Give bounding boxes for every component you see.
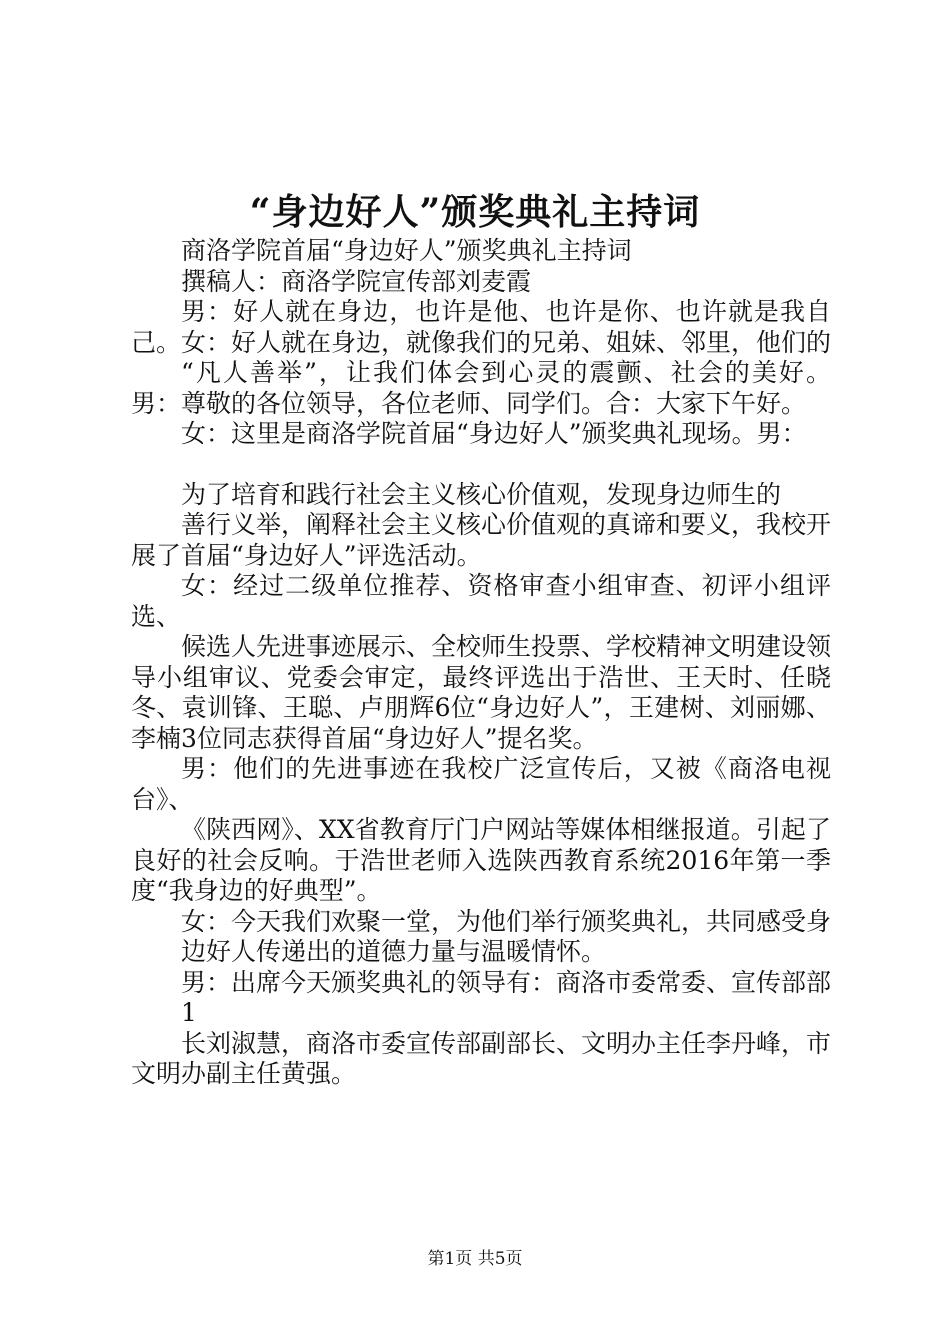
paragraph: 女：经过二级单位推荐、资格审查小组审查、初评小组评选、 bbox=[131, 571, 831, 631]
paragraph: 善行义举，阐释社会主义核心价值观的真谛和要义，我校开展了首届“身边好人”评选活动。 bbox=[131, 510, 832, 570]
spacer bbox=[131, 450, 831, 480]
inline-page-number: 1 bbox=[181, 998, 197, 1027]
paragraph: 撰稿人：商洛学院宣传部刘麦霞 bbox=[181, 266, 532, 296]
paragraph: 为了培育和践行社会主义核心价值观，发现身边师生的 bbox=[181, 479, 782, 509]
paragraph: “凡人善举”，让我们体会到心灵的震颤、社会的美好。男：尊敬的各位领导，各位老师、同学们。合：大家下午好。 bbox=[131, 358, 831, 418]
paragraph: 商洛学院首届“身边好人”颁奖典礼主持词 bbox=[181, 236, 632, 265]
document-title: “身边好人”颁奖典礼主持词 bbox=[249, 191, 701, 233]
document-body bbox=[131, 236, 831, 1090]
paragraph: 男：他们的先进事迹在我校广泛宣传后，又被《商洛电视台》、 bbox=[131, 754, 831, 814]
page-footer: 第1页 共5页 bbox=[427, 1249, 523, 1269]
paragraph: 边好人传递出的道德力量与温暖情怀。 bbox=[181, 937, 607, 966]
paragraph: 男：出席今天颁奖典礼的领导有：商洛市委常委、宣传部部 bbox=[181, 967, 832, 997]
paragraph: 女：这里是商洛学院首届“身边好人”颁奖典礼现场。男： bbox=[181, 419, 807, 448]
paragraph: 《陕西网》、XX省教育厅门户网站等媒体相继报道。引起了良好的社会反响。于浩世老师入选陕西教育系统2016年第一季度“我身边的好典型”。 bbox=[131, 815, 831, 905]
paragraph: 男：好人就在身边，也许是他、也许是你、也许就是我自己。女：好人就在身边，就像我们的兄弟、姐妹、邻里，他们的 bbox=[131, 297, 832, 357]
paragraph: 候选人先进事迹展示、全校师生投票、学校精神文明建设领导小组审议、党委会审定，最终评选出于浩世、王天时、任晓冬、袁训锋、王聪、卢朋辉6位“身边好人”，王建树、刘丽娜、李楠3位同志获得首届“身边好人”提名奖。 bbox=[131, 632, 832, 753]
paragraph: 长刘淑慧，商洛市委宣传部副部长、文明办主任李丹峰，市文明办副主任黄强。 bbox=[131, 1028, 832, 1088]
paragraph: 女：今天我们欢聚一堂，为他们举行颁奖典礼，共同感受身 bbox=[181, 906, 832, 936]
